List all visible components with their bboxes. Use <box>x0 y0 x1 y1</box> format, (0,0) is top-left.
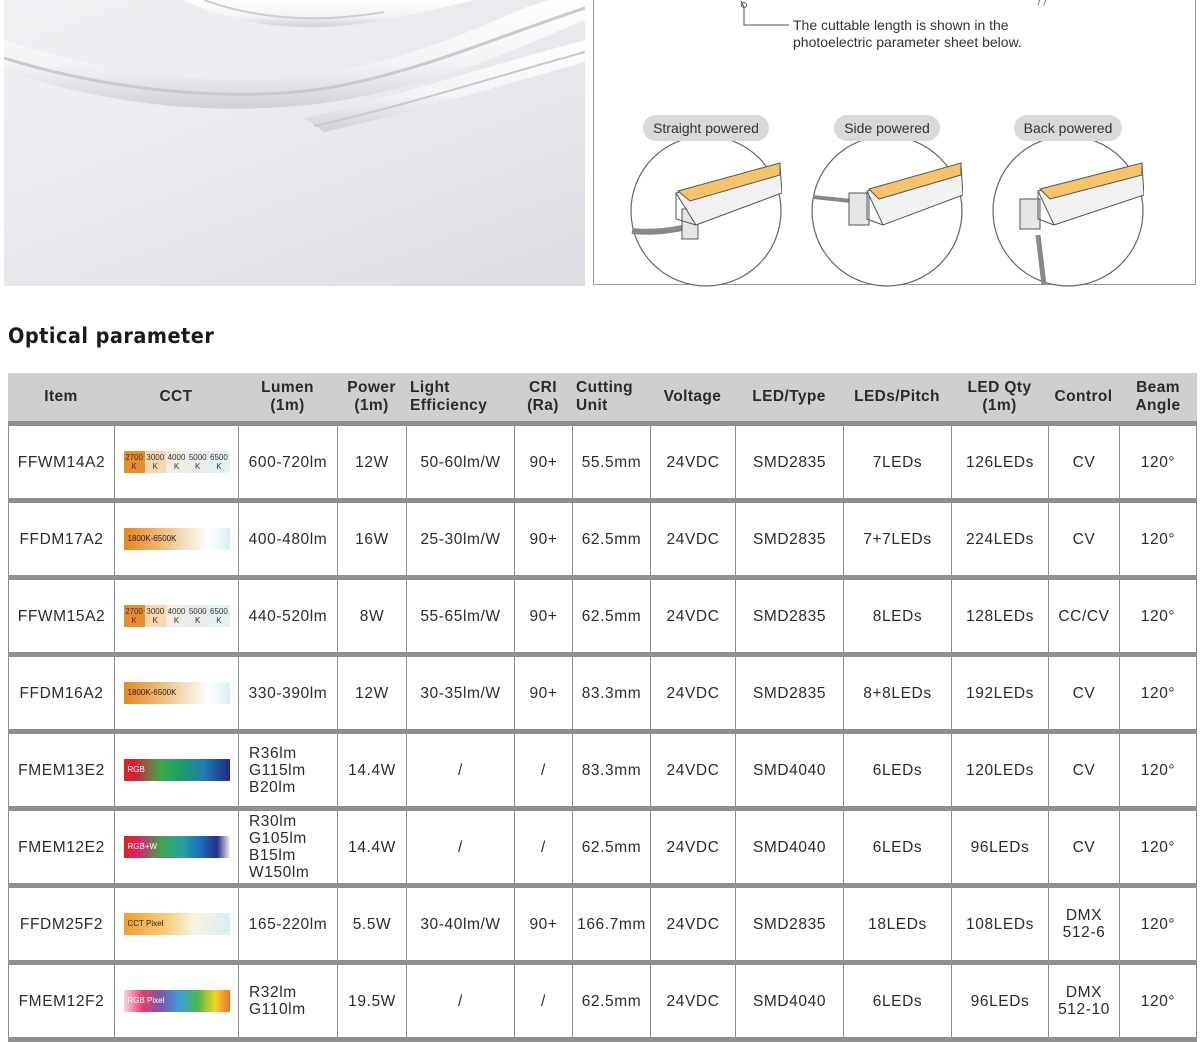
cell-voltage: 24VDC <box>650 580 735 657</box>
cell-item: FFWM14A2 <box>8 426 114 503</box>
header-led-qty: LED Qty (1m) <box>951 373 1048 426</box>
cell-cri: 90+ <box>514 426 572 503</box>
back-powered-label: Back powered <box>1014 115 1123 141</box>
cell-item: FFDM17A2 <box>8 503 114 580</box>
cell-led-type: SMD4040 <box>735 965 843 1042</box>
cell-voltage: 24VDC <box>650 965 735 1042</box>
straight-powered-illustration <box>630 135 782 287</box>
cell-beam-angle: 120° <box>1119 965 1197 1042</box>
cell-beam-angle: 120° <box>1119 888 1197 965</box>
table-row <box>8 426 1197 503</box>
cell-efficiency: 30-40lm/W <box>406 888 514 965</box>
cell-control-line: CV <box>1072 453 1096 471</box>
cell-cri: / <box>514 965 572 1042</box>
side-powered-label: Side powered <box>834 115 940 141</box>
cell-control <box>1048 965 1119 1042</box>
cell-lumen-line: 330-390lm <box>248 684 328 702</box>
cell-lumen-line: 600-720lm <box>248 453 328 471</box>
header-lumen: Lumen (1m) <box>238 373 337 426</box>
cell-item: FFDM16A2 <box>8 657 114 734</box>
cell-lumen-line: W150lm <box>249 864 310 881</box>
cct-segment: 3000 K <box>146 607 165 625</box>
cell-cri: 90+ <box>514 657 572 734</box>
cell-control <box>1048 426 1119 503</box>
header-power: Power (1m) <box>337 373 406 426</box>
table-row <box>8 811 1197 888</box>
cell-lumen-line: 400-480lm <box>248 530 328 548</box>
header-cutting-unit: Cutting Unit <box>572 373 650 426</box>
table-row <box>8 580 1197 657</box>
cell-led-qty: 128LEDs <box>951 580 1048 657</box>
cct-segment: 6500 K <box>210 607 228 625</box>
cell-cutting-unit: 62.5mm <box>572 811 650 888</box>
cell-cct <box>114 965 238 1042</box>
table-row <box>8 657 1197 734</box>
cell-led-qty: 108LEDs <box>951 888 1048 965</box>
cell-efficiency: 55-65lm/W <box>406 580 514 657</box>
product-photo <box>4 0 585 286</box>
cell-item: FMEM12E2 <box>8 811 114 888</box>
cell-lumen <box>238 657 337 734</box>
cct-color-bar: 1800K-6500K <box>124 528 230 550</box>
cell-led-qty: 96LEDs <box>951 811 1048 888</box>
cell-cct <box>114 811 238 888</box>
cell-control <box>1048 811 1119 888</box>
cut-note-line-1: The cuttable length is shown in the <box>793 17 1009 33</box>
cell-leds-pitch: 6LEDs <box>843 734 951 811</box>
cell-voltage: 24VDC <box>650 734 735 811</box>
cell-led-type: SMD4040 <box>735 734 843 811</box>
cell-control <box>1048 888 1119 965</box>
cct-color-bar: RGB+W <box>124 836 230 858</box>
cut-note-line-2: photoelectric parameter sheet below. <box>793 34 1022 50</box>
table-row <box>8 888 1197 965</box>
cell-voltage: 24VDC <box>650 426 735 503</box>
cell-power: 8W <box>337 580 406 657</box>
cell-cct <box>114 580 238 657</box>
cell-lumen <box>238 888 337 965</box>
cell-voltage: 24VDC <box>650 811 735 888</box>
cct-color-bar: RGB <box>124 759 230 781</box>
cell-power: 16W <box>337 503 406 580</box>
header-light-efficiency: Light Efficiency <box>406 373 514 426</box>
cell-cri: 90+ <box>514 888 572 965</box>
cuttable-length-note <box>793 17 1093 51</box>
cell-cri: 90+ <box>514 503 572 580</box>
cell-lumen-line: R36lm <box>249 744 297 762</box>
cell-leds-pitch: 7+7LEDs <box>843 503 951 580</box>
cell-control <box>1048 503 1119 580</box>
cct-color-bar: CCT Pixel <box>124 913 230 935</box>
cell-led-type: SMD2835 <box>735 503 843 580</box>
header-beam-angle: Beam Angle <box>1119 373 1197 426</box>
installation-diagram-panel <box>593 0 1196 285</box>
cell-beam-angle: 120° <box>1119 503 1197 580</box>
cell-efficiency: 25-30lm/W <box>406 503 514 580</box>
cell-lumen-line: R32lm <box>249 984 297 1001</box>
cell-item: FMEM13E2 <box>8 734 114 811</box>
cell-lumen <box>238 580 337 657</box>
cct-segment: 2700 K <box>125 607 143 625</box>
optical-parameter-table <box>8 373 1196 1042</box>
cct-segment: 3000 K <box>146 453 165 471</box>
cell-lumen-line: G110lm <box>249 1001 306 1018</box>
cell-cri: / <box>514 734 572 811</box>
cct-segment: 5000 K <box>188 607 207 625</box>
cell-control <box>1048 734 1119 811</box>
cell-power: 19.5W <box>337 965 406 1042</box>
cell-led-qty: 120LEDs <box>951 734 1048 811</box>
cell-led-type: SMD2835 <box>735 426 843 503</box>
cell-cutting-unit: 62.5mm <box>572 503 650 580</box>
cell-efficiency: 50-60lm/W <box>406 426 514 503</box>
cct-segment: 6500 K <box>210 453 228 471</box>
cell-beam-angle: 120° <box>1119 426 1197 503</box>
cct-segment: 2700 K <box>125 453 143 471</box>
cell-led-qty: 224LEDs <box>951 503 1048 580</box>
cell-led-qty: 192LEDs <box>951 657 1048 734</box>
cell-cutting-unit: 62.5mm <box>572 965 650 1042</box>
cell-lumen <box>238 965 337 1042</box>
cell-control-line: CV <box>1072 761 1096 779</box>
cell-lumen <box>238 503 337 580</box>
cell-lumen-line: 440-520lm <box>248 607 328 625</box>
cell-cutting-unit: 83.3mm <box>572 734 650 811</box>
cell-voltage: 24VDC <box>650 503 735 580</box>
header-cri: CRI (Ra) <box>514 373 572 426</box>
cell-item: FFDM25F2 <box>8 888 114 965</box>
cell-leds-pitch: 7LEDs <box>843 426 951 503</box>
cell-power: 5.5W <box>337 888 406 965</box>
cell-cutting-unit: 55.5mm <box>572 426 650 503</box>
header-control: Control <box>1048 373 1119 426</box>
table-row <box>8 503 1197 580</box>
cell-cct <box>114 734 238 811</box>
header-item: Item <box>8 373 114 426</box>
cell-control-line: CV <box>1072 530 1096 548</box>
back-powered-illustration <box>992 135 1144 287</box>
cell-cct <box>114 426 238 503</box>
cell-leds-pitch: 6LEDs <box>843 811 951 888</box>
cell-lumen <box>238 811 337 888</box>
cell-led-type: SMD4040 <box>735 811 843 888</box>
cell-cutting-unit: 62.5mm <box>572 580 650 657</box>
header-voltage: Voltage <box>650 373 735 426</box>
cell-led-qty: 96LEDs <box>951 965 1048 1042</box>
cell-lumen-line: R30lm <box>249 813 297 830</box>
cell-beam-angle: 120° <box>1119 580 1197 657</box>
cell-control-line: DMX <box>1065 907 1103 924</box>
cell-control-line: CC/CV <box>1058 607 1110 625</box>
straight-powered-option <box>630 115 782 141</box>
cell-cutting-unit: 166.7mm <box>572 888 650 965</box>
cell-control-line: CV <box>1072 838 1096 856</box>
cell-cct <box>114 888 238 965</box>
cct-color-bar: RGB Pixel <box>124 990 230 1012</box>
cell-cutting-unit: 83.3mm <box>572 657 650 734</box>
cell-cri: 90+ <box>514 580 572 657</box>
cell-power: 14.4W <box>337 811 406 888</box>
cell-efficiency: / <box>406 965 514 1042</box>
cell-leds-pitch: 18LEDs <box>843 888 951 965</box>
cell-leds-pitch: 8LEDs <box>843 580 951 657</box>
cell-cri: / <box>514 811 572 888</box>
cell-cct <box>114 657 238 734</box>
cell-control-line: DMX <box>1065 984 1103 1001</box>
cct-segment-bar <box>124 451 230 473</box>
cell-lumen-line: 165-220lm <box>248 915 328 933</box>
table-header-row <box>8 373 1197 426</box>
cell-leds-pitch: 8+8LEDs <box>843 657 951 734</box>
cell-efficiency: / <box>406 734 514 811</box>
cell-lumen <box>238 426 337 503</box>
cell-led-type: SMD2835 <box>735 888 843 965</box>
cell-led-qty: 126LEDs <box>951 426 1048 503</box>
cell-control <box>1048 657 1119 734</box>
cell-efficiency: 30-35lm/W <box>406 657 514 734</box>
cell-beam-angle: 120° <box>1119 811 1197 888</box>
cell-control-line: 512-6 <box>1062 924 1106 941</box>
cell-lumen <box>238 734 337 811</box>
cell-control-line: CV <box>1072 684 1096 702</box>
cell-lumen-line: G115lm <box>249 761 306 779</box>
cell-item: FMEM12F2 <box>8 965 114 1042</box>
cell-led-type: SMD2835 <box>735 657 843 734</box>
header-cct: CCT <box>114 373 238 426</box>
cell-efficiency: / <box>406 811 514 888</box>
cell-item: FFWM15A2 <box>8 580 114 657</box>
cell-lumen-line: B15lm <box>249 847 296 864</box>
cell-control <box>1048 580 1119 657</box>
cct-segment: 4000 K <box>167 453 186 471</box>
header-led-type: LED/Type <box>735 373 843 426</box>
cell-power: 12W <box>337 657 406 734</box>
header-leds-pitch: LEDs/Pitch <box>843 373 951 426</box>
cell-led-type: SMD2835 <box>735 580 843 657</box>
cell-voltage: 24VDC <box>650 657 735 734</box>
cell-control-line: 512-10 <box>1058 1001 1110 1018</box>
cut-mark-icon <box>1036 0 1056 9</box>
cct-segment-bar <box>124 605 230 627</box>
cell-cct <box>114 503 238 580</box>
cct-segment: 5000 K <box>188 453 207 471</box>
cell-beam-angle: 120° <box>1119 657 1197 734</box>
section-heading: Optical parameter <box>8 324 215 348</box>
side-powered-illustration <box>811 135 963 287</box>
neon-strip-illustration <box>4 0 585 286</box>
back-powered-option <box>992 115 1144 141</box>
cell-power: 14.4W <box>337 734 406 811</box>
cct-segment: 4000 K <box>167 607 186 625</box>
cell-power: 12W <box>337 426 406 503</box>
cell-beam-angle: 120° <box>1119 734 1197 811</box>
cell-leds-pitch: 6LEDs <box>843 965 951 1042</box>
side-powered-option <box>811 115 963 141</box>
cell-voltage: 24VDC <box>650 888 735 965</box>
table-row <box>8 965 1197 1042</box>
cell-lumen-line: G105lm <box>249 830 307 847</box>
table-row <box>8 734 1197 811</box>
cell-lumen-line: B20lm <box>249 778 296 796</box>
straight-powered-label: Straight powered <box>643 115 769 141</box>
cct-color-bar: 1800K-6500K <box>124 682 230 704</box>
